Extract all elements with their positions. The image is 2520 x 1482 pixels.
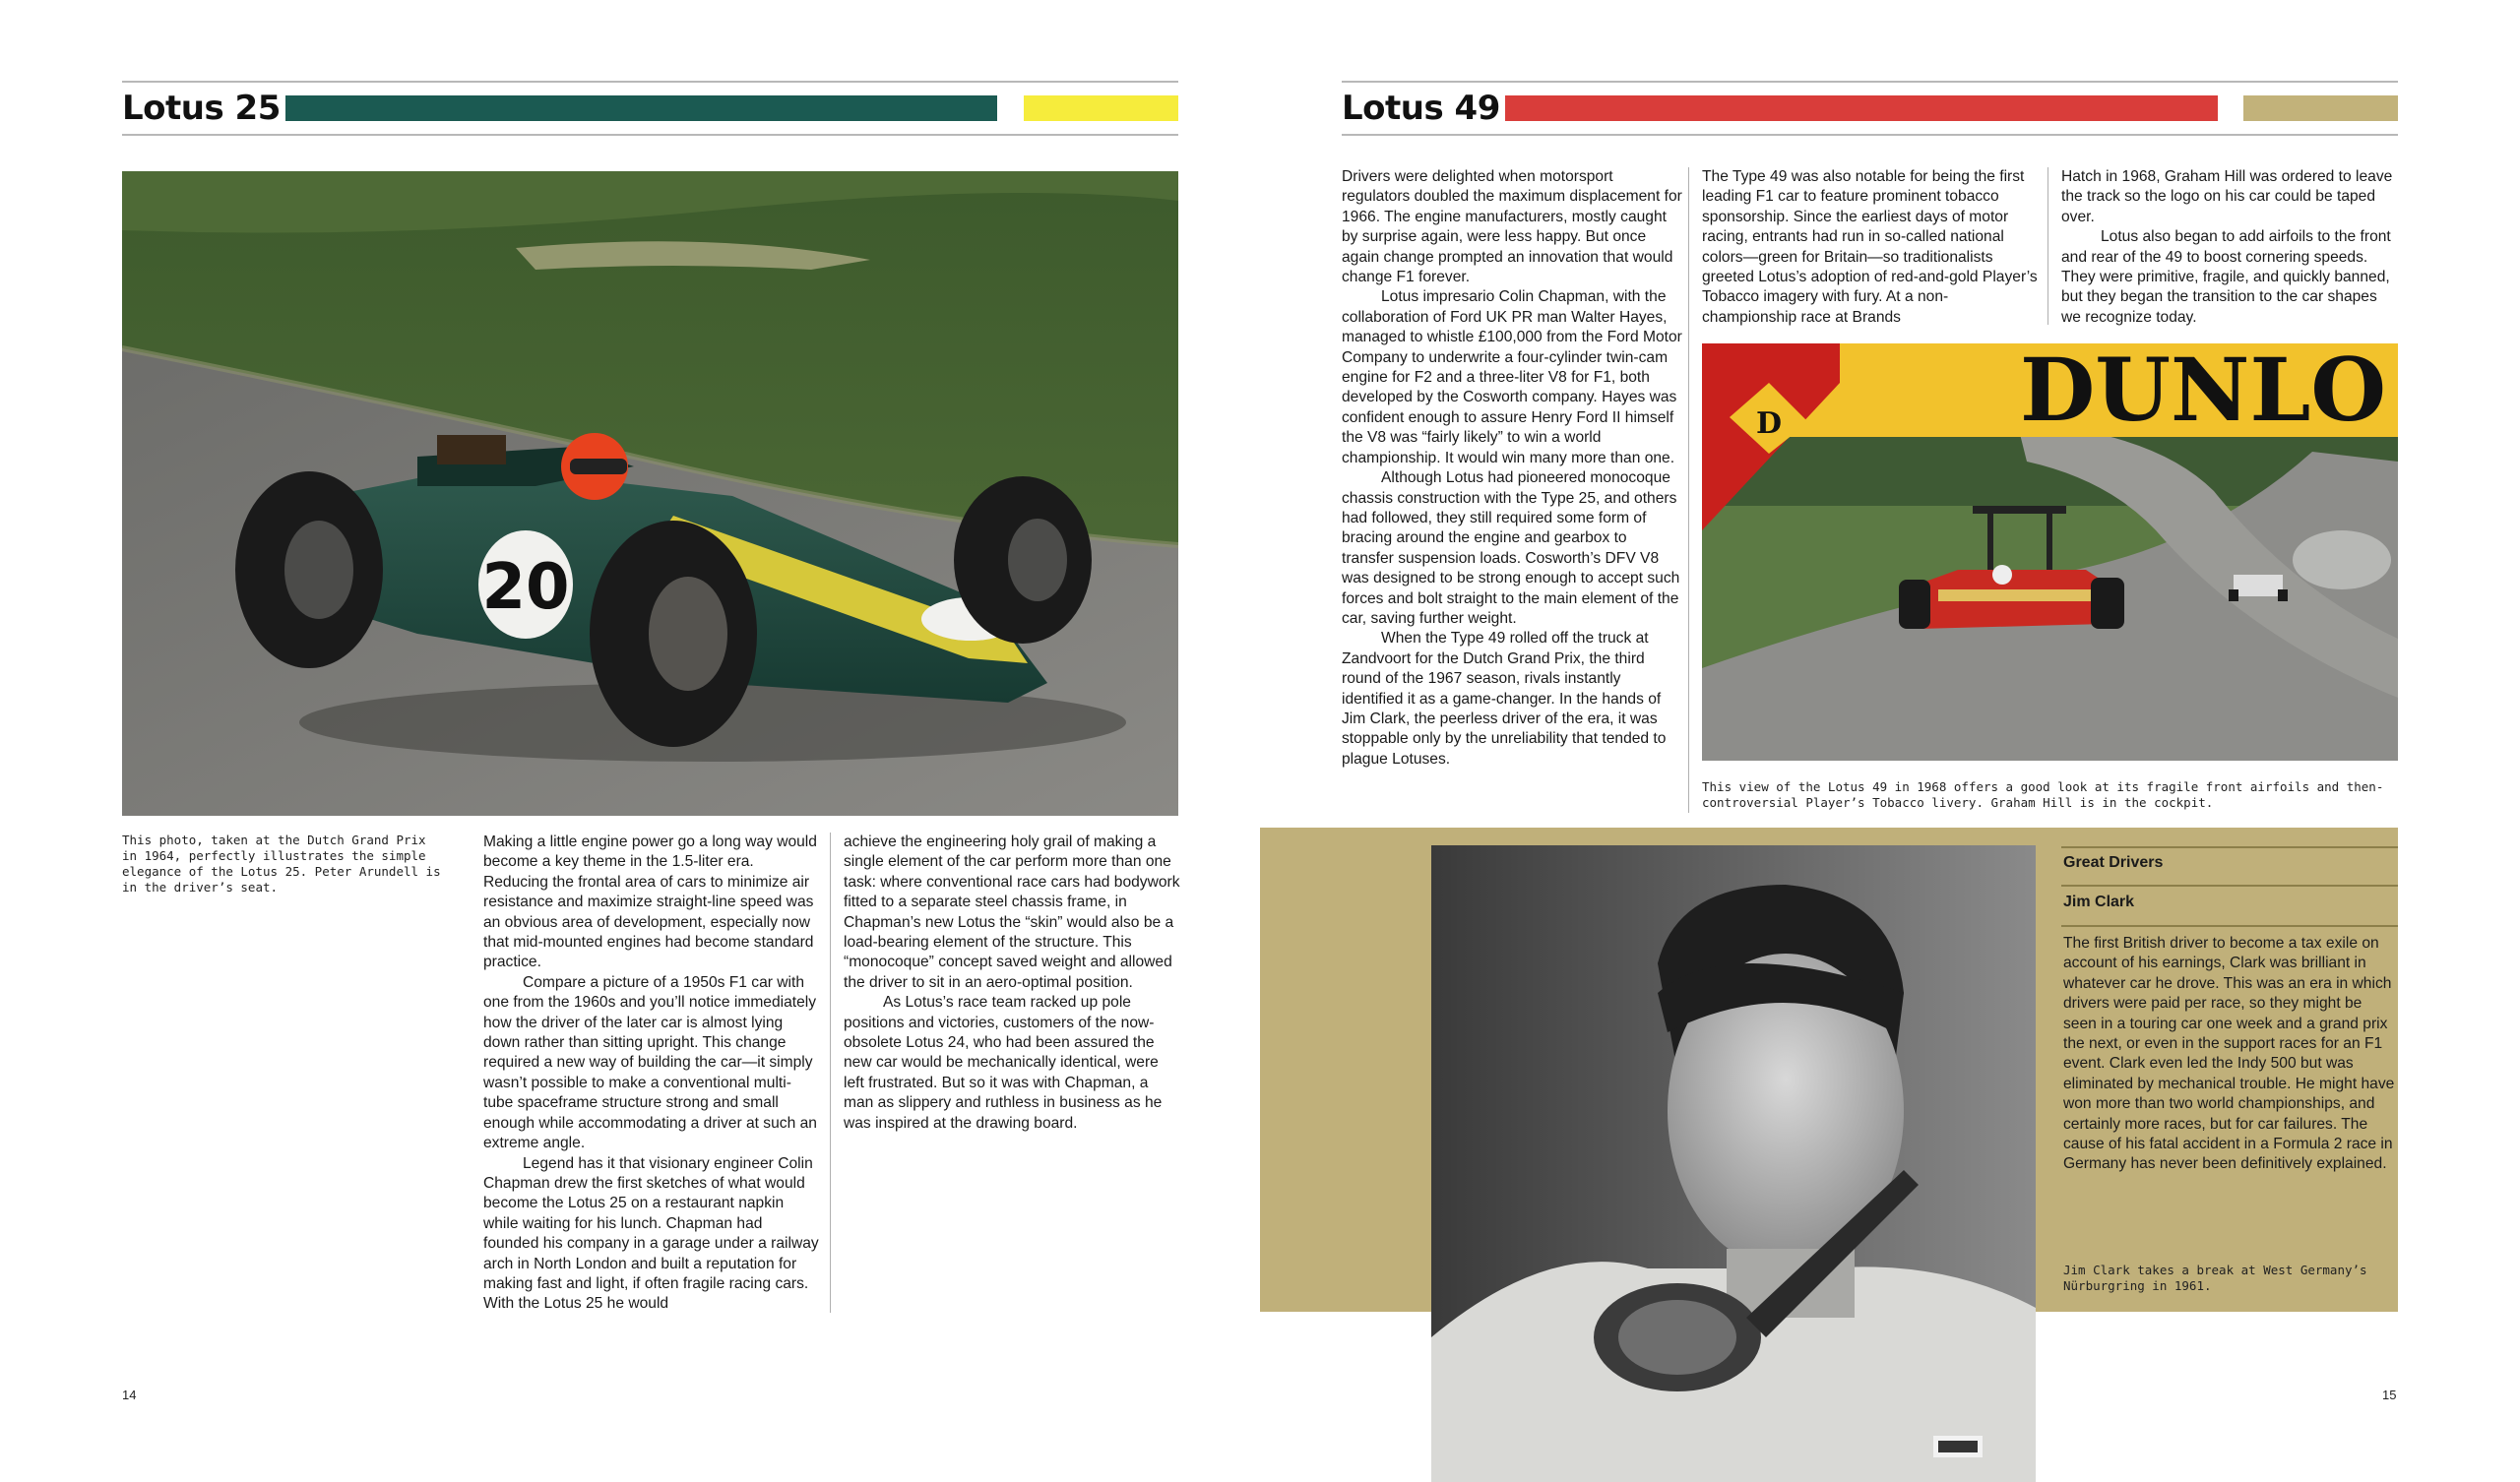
- left-col1-paragraph-2: Compare a picture of a 1950s F1 car with one from the 1960s and you’ll notice immediately how the driver of the later car is almost lying down rather than sitting upright. This change required a new way of building the car—it simply wasn’t possible to make a conventional multi-tube spaceframe structure strong and small enough while accommodating a driver at such an extreme angle.: [483, 973, 817, 1152]
- right-col3-paragraph-1: Hatch in 1968, Graham Hill was ordered to leave the track so the logo on his car could be taped over.: [2061, 168, 2393, 225]
- right-title-bottom-rule: [1342, 134, 2398, 136]
- right-page-title: Lotus 49: [1342, 89, 1500, 128]
- lotus-25-photo: [122, 171, 1178, 816]
- left-column-divider: [830, 833, 831, 1313]
- jim-clark-bio-text: The first British driver to become a tax exile on account of his earnings, Clark was brilliant in whatever car he drove. This was an era in which drivers were paid per race, so they might be seen in a touring car one week and a grand prix the next, or even in the support races for an F1 event. Clark even led the Indy 500 but was eliminated by mechanical trouble. He might have won more than two world championships, and certainly more races, but for car failures. The cause of his fatal accident in a Formula 2 race in Germany has never been definitively explained.: [2063, 935, 2395, 1173]
- left-col2-paragraph-2: As Lotus’s race team racked up pole positions and victories, customers of the now-obsolete Lotus 24, who had been assured the new car would be mechanically identical, were left frustrated. But so it was with Chapman, a man as slippery and ruthless in business as he was inspired at the drawing board.: [844, 994, 1163, 1132]
- left-col1-paragraph-3: Legend has it that visionary engineer Colin Chapman drew the first sketches of what would become the Lotus 25 on a restaurant napkin while waiting for his lunch. Chapman had founded his company in a garage under a railway arch in North London and built a reputation for making fast and light, if often fragile racing cars. With the Lotus 25 he would: [483, 1154, 819, 1313]
- left-title-bar-green: [285, 95, 997, 121]
- driver-name: Jim Clark: [2063, 894, 2135, 910]
- left-title-bar-yellow: [1024, 95, 1178, 121]
- right-title-top-rule: [1342, 81, 2398, 83]
- right-col1-paragraph-1: Drivers were delighted when motorsport regulators doubled the maximum displacement for 1966. The engine manufacturers, mostly caught by surprise again, were less happy. But once again change prompted an innovation that would change F1 forever.: [1342, 168, 1682, 286]
- right-page-number: 15: [2382, 1388, 2397, 1402]
- right-body-column-1: [1342, 167, 1682, 770]
- panel-lower-rule: [2061, 925, 2398, 927]
- right-title-bar-red: [1505, 95, 2218, 121]
- right-col1-paragraph-4: When the Type 49 rolled off the truck at Zandvoort for the Dutch Grand Prix, the third round of the 1967 season, rivals instantly identified it as a game-changer. In the hands of Jim Clark, the peerless driver of the era, it was stoppable only by the unreliability that tended to plague Lotuses.: [1342, 630, 1667, 768]
- panel-mid-rule: [2061, 885, 2398, 887]
- right-col3-paragraph-2: Lotus also began to add airfoils to the front and rear of the 49 to boost cornering speeds. They were primitive, fragile, and quickly banned, but they began the transition to the car shapes we recognize today.: [2061, 228, 2391, 326]
- dunlop-banner-text: DUNLO: [2019, 343, 2386, 441]
- left-title-bottom-rule: [122, 134, 1178, 136]
- right-body-column-2: [1702, 167, 2042, 328]
- lotus-25-caption: This photo, taken at the Dutch Grand Prix in 1964, perfectly illustrates the simple elegance of the Lotus 25. Peter Arundell is in the driver’s seat.: [122, 833, 441, 895]
- jim-clark-portrait: [1431, 845, 2036, 1482]
- jim-clark-caption: Jim Clark takes a break at West Germany’s Nürburgring in 1961.: [2063, 1263, 2367, 1293]
- lotus-49-caption: This view of the Lotus 49 in 1968 offers a good look at its fragile front airfoils and then-controversial Player’s Tobacco livery. Graham Hill is in the cockpit.: [1702, 779, 2384, 810]
- right-col2-paragraph-1: The Type 49 was also notable for being the first leading F1 car to feature prominent tobacco sponsorship. Since the earliest days of motor racing, entrants had run in so-called national colors—green for Britain—so traditionalists greeted Lotus’s adoption of red-and-gold Player’s Tobacco imagery with fury. At a non-championship race at Brands: [1702, 168, 2038, 326]
- left-body-column-1: [483, 833, 820, 1315]
- left-col2-paragraph-1: achieve the engineering holy grail of making a single element of the car perform more than one task: where conventional race cars had bodywork fitted to a separate steel chassis frame, in Chapman’s new Lotus the “skin” would also be a load-bearing element of the structure. This “monocoque” concept saved weight and allowed the driver to sit in an aero-optimal position.: [844, 834, 1180, 991]
- panel-top-rule: [2061, 846, 2398, 848]
- right-title-bar-gold: [2243, 95, 2398, 121]
- left-page-title: Lotus 25: [122, 89, 281, 128]
- lotus-49-photo: [1702, 343, 2398, 761]
- lotus-25-car-number: 20: [481, 551, 570, 624]
- left-page-number: 14: [122, 1388, 137, 1402]
- right-col1-paragraph-3: Although Lotus had pioneered monocoque chassis construction with the Type 25, and others had followed, they still required some form of bracing around the engine and gearbox to transfer suspension loads. Cosworth’s DFV V8 was designed to be strong enough to accept such forces and bolt straight to the main element of the car, saving further weight.: [1342, 469, 1680, 627]
- left-col1-paragraph-1: Making a little engine power go a long way would become a key theme in the 1.5-liter era. Reducing the frontal area of cars to minimize air resistance and maximize straight-line speed was an obvious area of development, especially now that mid-mounted engines had become standard practice.: [483, 834, 817, 971]
- dunlop-logo-letter: D: [1755, 406, 1783, 441]
- left-title-top-rule: [122, 81, 1178, 83]
- jim-clark-bio: [2063, 934, 2398, 1175]
- great-drivers-label: Great Drivers: [2063, 854, 2164, 871]
- right-col1-paragraph-2: Lotus impresario Colin Chapman, with the collaboration of Ford UK PR man Walter Hayes, managed to whistle £100,000 from the Ford Motor Company to underwrite a four-cylinder twin-cam engine for F2 and a three-liter V8 for F1, both developed by the Cosworth company. Hayes was confident enough to assure Henry Ford II himself the V8 was “fairly likely” to win a world championship. It would win many more than one.: [1342, 288, 1682, 466]
- right-column-divider-1: [1688, 167, 1689, 813]
- left-body-column-2: [844, 833, 1180, 1134]
- right-body-column-3: [2061, 167, 2398, 328]
